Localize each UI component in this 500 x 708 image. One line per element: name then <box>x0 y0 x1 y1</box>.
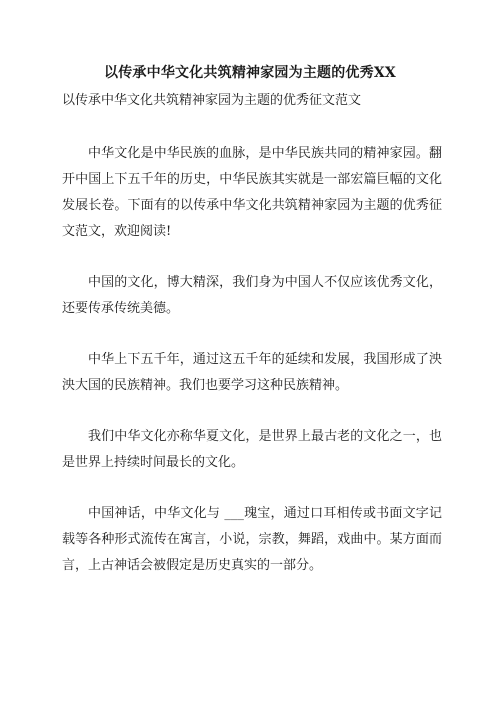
document-body <box>62 141 442 604</box>
paragraph-intro: 中华文化是中华民族的血脉，是中华民族共同的精神家园。翻开中国上下五千年的历史，中华民族其实就是一部宏篇巨幅的文化发展长卷。下面有的以传承中华文化共筑精神家园为主题的优秀征文范文，欢迎阅读! <box>62 146 442 239</box>
paragraph-mythology: 中国神话，中华文化与 ___瑰宝，通过口耳相传或书面文字记载等各种形式流传在寓言，小说，宗教，舞蹈，戏曲中。某方面而言，上古神话会被假定是历史真实的一部分。 <box>62 506 442 573</box>
paragraph-history: 中华上下五千年，通过这五千年的延续和发展，我国形成了泱泱大国的民族精神。我们也要学习这种民族精神。 <box>62 352 442 393</box>
paragraph-culture: 中国的文化，博大精深，我们身为中国人不仅应该优秀文化，还要传承传统美德。 <box>62 275 442 316</box>
document-subtitle: 以传承中华文化共筑精神家园为主题的优秀征文范文 <box>62 93 362 108</box>
paragraph-huaxia: 我们中华文化亦称华夏文化，是世界上最古老的文化之一，也是世界上持续时间最长的文化。 <box>62 429 442 470</box>
document-title: 以传承中华文化共筑精神家园为主题的优秀XX <box>104 65 396 81</box>
